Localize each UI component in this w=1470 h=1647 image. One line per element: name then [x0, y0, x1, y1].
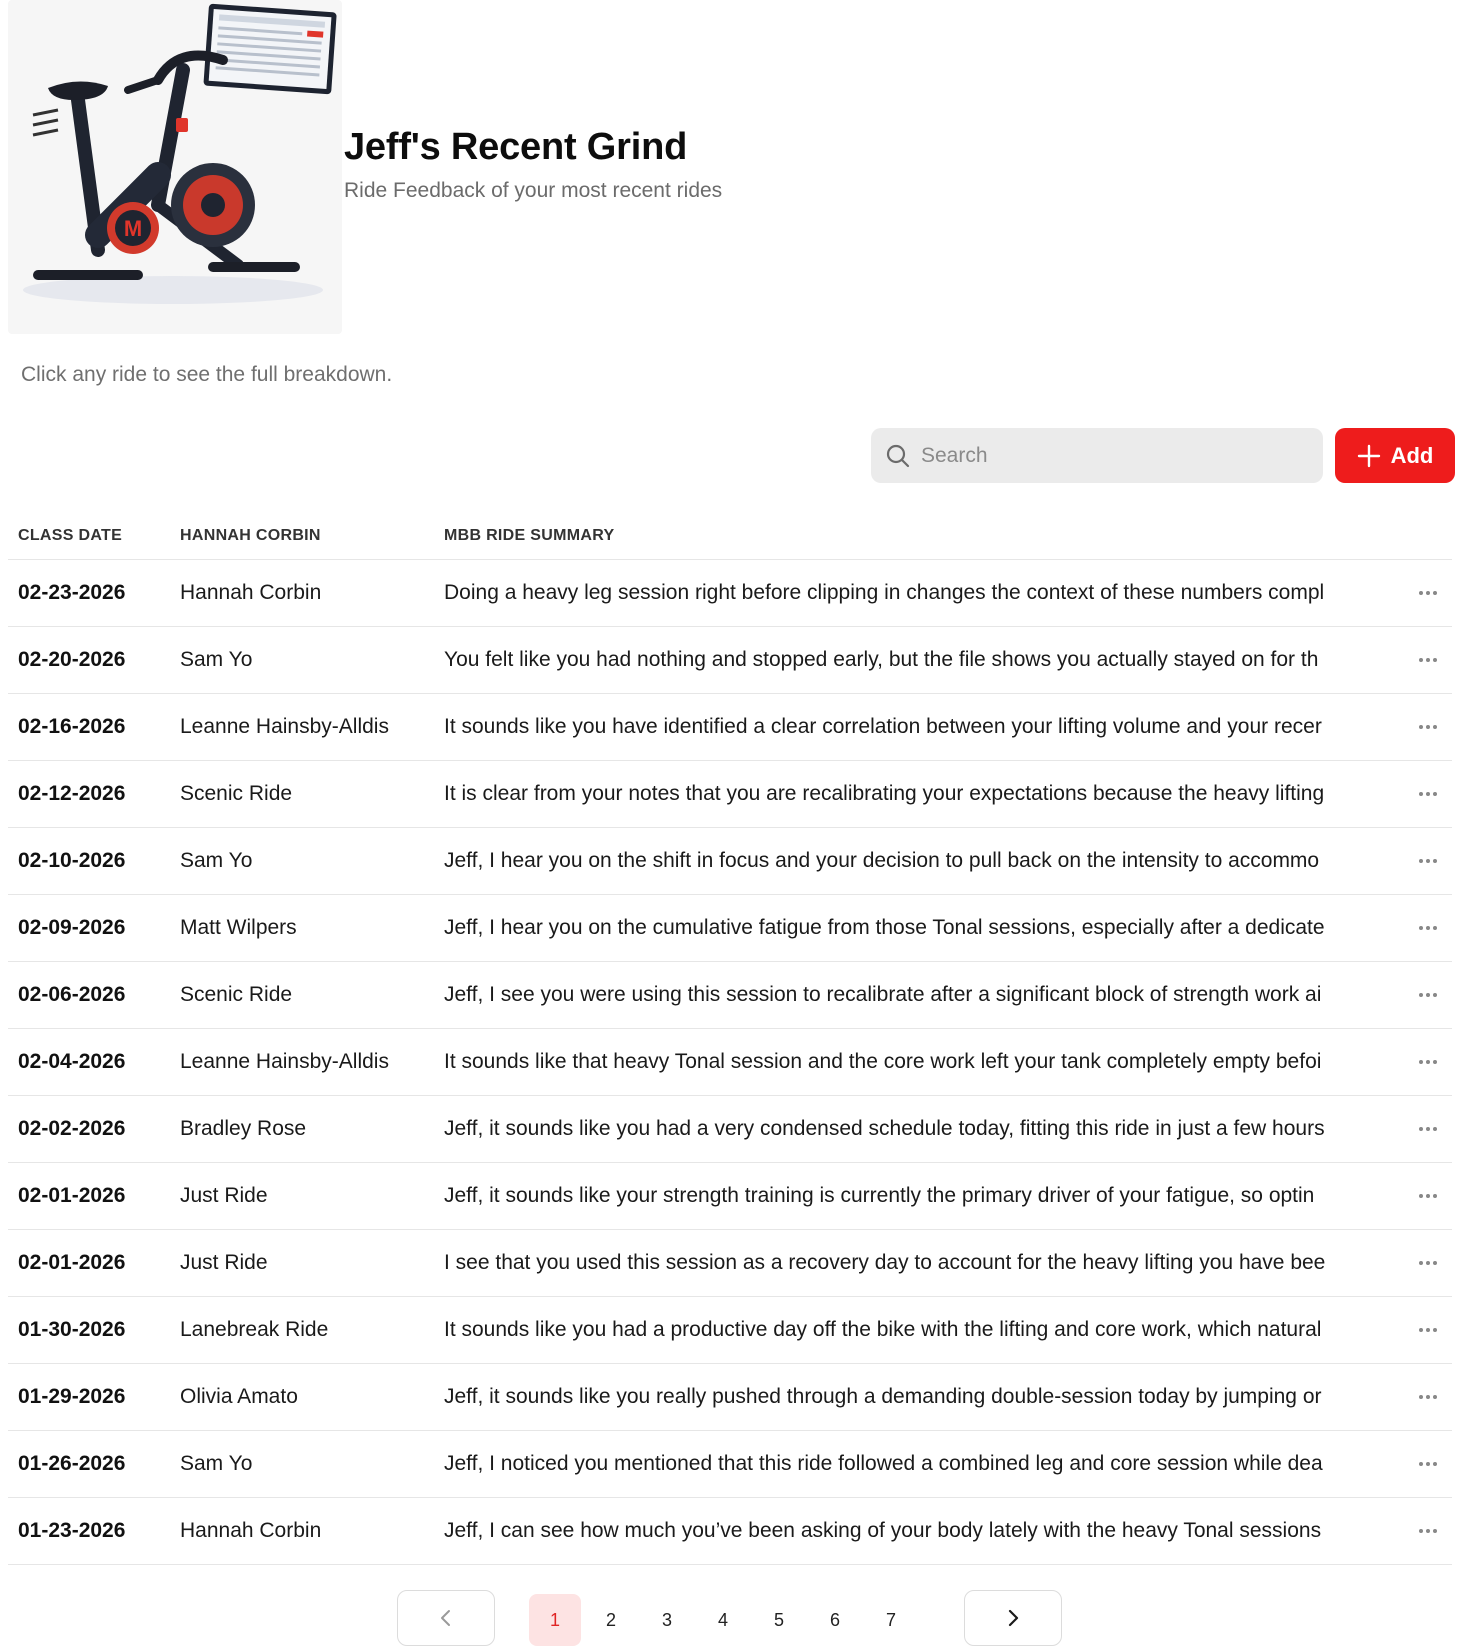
table-row[interactable]: [8, 560, 1452, 627]
class-date-cell: 02-04-2026: [18, 1050, 126, 1073]
more-horizontal-icon[interactable]: [1413, 1456, 1443, 1472]
search-input[interactable]: [921, 444, 1301, 468]
row-actions: [1404, 1389, 1452, 1405]
class-date-cell: 02-06-2026: [18, 983, 126, 1006]
class-date-cell: 01-26-2026: [18, 1452, 126, 1475]
column-header-instructor[interactable]: HANNAH CORBIN: [180, 526, 321, 544]
more-horizontal-icon[interactable]: [1413, 1188, 1443, 1204]
summary-cell: It sounds like that heavy Tonal session and the core work left your tank completely empty befoi: [444, 1050, 1322, 1073]
table-row[interactable]: [8, 761, 1452, 828]
table-row[interactable]: [8, 828, 1452, 895]
table-row[interactable]: [8, 895, 1452, 962]
class-date-cell: 02-10-2026: [18, 849, 126, 872]
page-number-1[interactable]: 1: [529, 1594, 581, 1646]
page-number-4[interactable]: 4: [717, 1609, 728, 1630]
summary-cell: It is clear from your notes that you are recalibrating your expectations because the heavy lifting: [444, 782, 1325, 805]
instructor-cell: Hannah Corbin: [180, 1519, 322, 1542]
row-actions: [1404, 1121, 1452, 1137]
column-header-class-date[interactable]: CLASS DATE: [18, 526, 123, 544]
page-number-6[interactable]: 6: [829, 1609, 840, 1630]
class-date-cell: 02-09-2026: [18, 916, 126, 939]
row-actions: [1404, 652, 1452, 668]
instructor-cell: Scenic Ride: [180, 782, 293, 805]
table-header: [8, 512, 1452, 560]
summary-cell: Jeff, I see you were using this session to recalibrate after a significant block of strength work ai: [444, 983, 1322, 1006]
instructor-cell: Just Ride: [180, 1184, 268, 1207]
summary-cell: You felt like you had nothing and stopped early, but the file shows you actually stayed on for th: [444, 648, 1319, 671]
add-button[interactable]: [1335, 428, 1455, 483]
page-number-5[interactable]: 5: [773, 1609, 784, 1630]
class-date-cell: 02-12-2026: [18, 782, 126, 805]
previous-page-button[interactable]: [397, 1590, 495, 1646]
row-actions: [1404, 1255, 1452, 1271]
summary-cell: Jeff, I hear you on the cumulative fatigue from those Tonal sessions, especially after a dedicate: [444, 916, 1325, 939]
instructor-cell: Bradley Rose: [180, 1117, 307, 1140]
more-horizontal-icon[interactable]: [1413, 719, 1443, 735]
row-actions: [1404, 1322, 1452, 1338]
page-number-2[interactable]: 2: [605, 1609, 616, 1630]
spin-bike-image: [8, 0, 342, 334]
summary-cell: Jeff, it sounds like your strength training is currently the primary driver of your fatigue, so optin: [444, 1184, 1315, 1207]
row-actions: [1404, 1523, 1452, 1539]
class-date-cell: 01-29-2026: [18, 1385, 126, 1408]
instructor-cell: Olivia Amato: [180, 1385, 298, 1408]
table-row[interactable]: [8, 1029, 1452, 1096]
summary-cell: Jeff, it sounds like you really pushed through a demanding double-session today by jumping or: [444, 1385, 1322, 1408]
page-header: [8, 0, 1388, 340]
class-date-cell: 02-01-2026: [18, 1184, 126, 1207]
more-horizontal-icon[interactable]: [1413, 987, 1443, 1003]
table-row[interactable]: [8, 1297, 1452, 1364]
pagination: [0, 1590, 1470, 1646]
table-row[interactable]: [8, 1364, 1452, 1431]
instructor-cell: Hannah Corbin: [180, 581, 322, 604]
instruction-text: Click any ride to see the full breakdown.: [21, 363, 393, 386]
more-horizontal-icon[interactable]: [1413, 1255, 1443, 1271]
more-horizontal-icon[interactable]: [1413, 1054, 1443, 1070]
row-actions: [1404, 920, 1452, 936]
summary-cell: It sounds like you have identified a clear correlation between your lifting volume and your recer: [444, 715, 1322, 738]
instructor-cell: Sam Yo: [180, 849, 253, 872]
more-horizontal-icon[interactable]: [1413, 920, 1443, 936]
summary-cell: Jeff, I noticed you mentioned that this ride followed a combined leg and core session while dea: [444, 1452, 1323, 1475]
summary-cell: It sounds like you had a productive day off the bike with the lifting and core work, which natural: [444, 1318, 1322, 1341]
row-actions: [1404, 1456, 1452, 1472]
next-page-button[interactable]: [964, 1590, 1062, 1646]
column-header-summary[interactable]: MBB RIDE SUMMARY: [444, 526, 615, 544]
instructor-cell: Leanne Hainsby-Alldis: [180, 1050, 389, 1073]
table-row[interactable]: [8, 1096, 1452, 1163]
svg-text:M: M: [123, 216, 143, 241]
table-row[interactable]: [8, 962, 1452, 1029]
instructor-cell: Sam Yo: [180, 648, 253, 671]
more-horizontal-icon[interactable]: [1413, 1523, 1443, 1539]
table-body: [8, 560, 1452, 1565]
rides-table: [8, 512, 1452, 1565]
search-icon: [885, 443, 911, 469]
instructor-cell: Sam Yo: [180, 1452, 253, 1475]
more-horizontal-icon[interactable]: [1413, 1389, 1443, 1405]
instructor-cell: Just Ride: [180, 1251, 268, 1274]
table-row[interactable]: [8, 694, 1452, 761]
table-row[interactable]: [8, 1230, 1452, 1297]
row-actions: [1404, 987, 1452, 1003]
row-actions: [1404, 853, 1452, 869]
plus-icon: [1357, 444, 1381, 468]
instructor-cell: Lanebreak Ride: [180, 1318, 329, 1341]
page-subtitle: Ride Feedback of your most recent rides: [344, 179, 723, 202]
toolbar: [871, 428, 1451, 483]
class-date-cell: 01-30-2026: [18, 1318, 126, 1341]
row-actions: [1404, 786, 1452, 802]
more-horizontal-icon[interactable]: [1413, 585, 1443, 601]
class-date-cell: 01-23-2026: [18, 1519, 126, 1542]
chevron-left-icon: [436, 1608, 456, 1628]
more-horizontal-icon[interactable]: [1413, 1322, 1443, 1338]
instructor-cell: Matt Wilpers: [180, 916, 297, 939]
class-date-cell: 02-23-2026: [18, 581, 126, 604]
class-date-cell: 02-02-2026: [18, 1117, 126, 1140]
row-actions: [1404, 719, 1452, 735]
more-horizontal-icon[interactable]: [1413, 652, 1443, 668]
summary-cell: I see that you used this session as a recovery day to account for the heavy lifting you have bee: [444, 1251, 1326, 1274]
table-row[interactable]: [8, 1431, 1452, 1498]
table-row[interactable]: [8, 1498, 1452, 1565]
more-horizontal-icon[interactable]: [1413, 1121, 1443, 1137]
page-title: Jeff's Recent Grind: [344, 126, 688, 168]
more-horizontal-icon[interactable]: [1413, 853, 1443, 869]
summary-cell: Jeff, I hear you on the shift in focus and your decision to pull back on the intensity to accommo: [444, 849, 1320, 872]
summary-cell: Jeff, I can see how much you’ve been asking of your body lately with the heavy Tonal sessions: [444, 1519, 1322, 1542]
summary-cell: Jeff, it sounds like you had a very condensed schedule today, fitting this ride in just a few hours: [444, 1117, 1325, 1140]
class-date-cell: 02-01-2026: [18, 1251, 126, 1274]
add-button-label: Add: [1390, 442, 1434, 468]
summary-cell: Doing a heavy leg session right before clipping in changes the context of these numbers compl: [444, 581, 1325, 604]
table-row[interactable]: [8, 627, 1452, 694]
page-number-7[interactable]: 7: [885, 1609, 896, 1630]
row-actions: [1404, 585, 1452, 601]
row-actions: [1404, 1054, 1452, 1070]
class-date-cell: 02-20-2026: [18, 648, 126, 671]
table-row[interactable]: [8, 1163, 1452, 1230]
page-number-3[interactable]: 3: [661, 1609, 672, 1630]
instructor-cell: Leanne Hainsby-Alldis: [180, 715, 389, 738]
instructor-cell: Scenic Ride: [180, 983, 293, 1006]
more-horizontal-icon[interactable]: [1413, 786, 1443, 802]
header-text: [344, 126, 722, 203]
row-actions: [1404, 1188, 1452, 1204]
chevron-right-icon: [1003, 1608, 1023, 1628]
search-box[interactable]: [871, 428, 1323, 483]
class-date-cell: 02-16-2026: [18, 715, 126, 738]
